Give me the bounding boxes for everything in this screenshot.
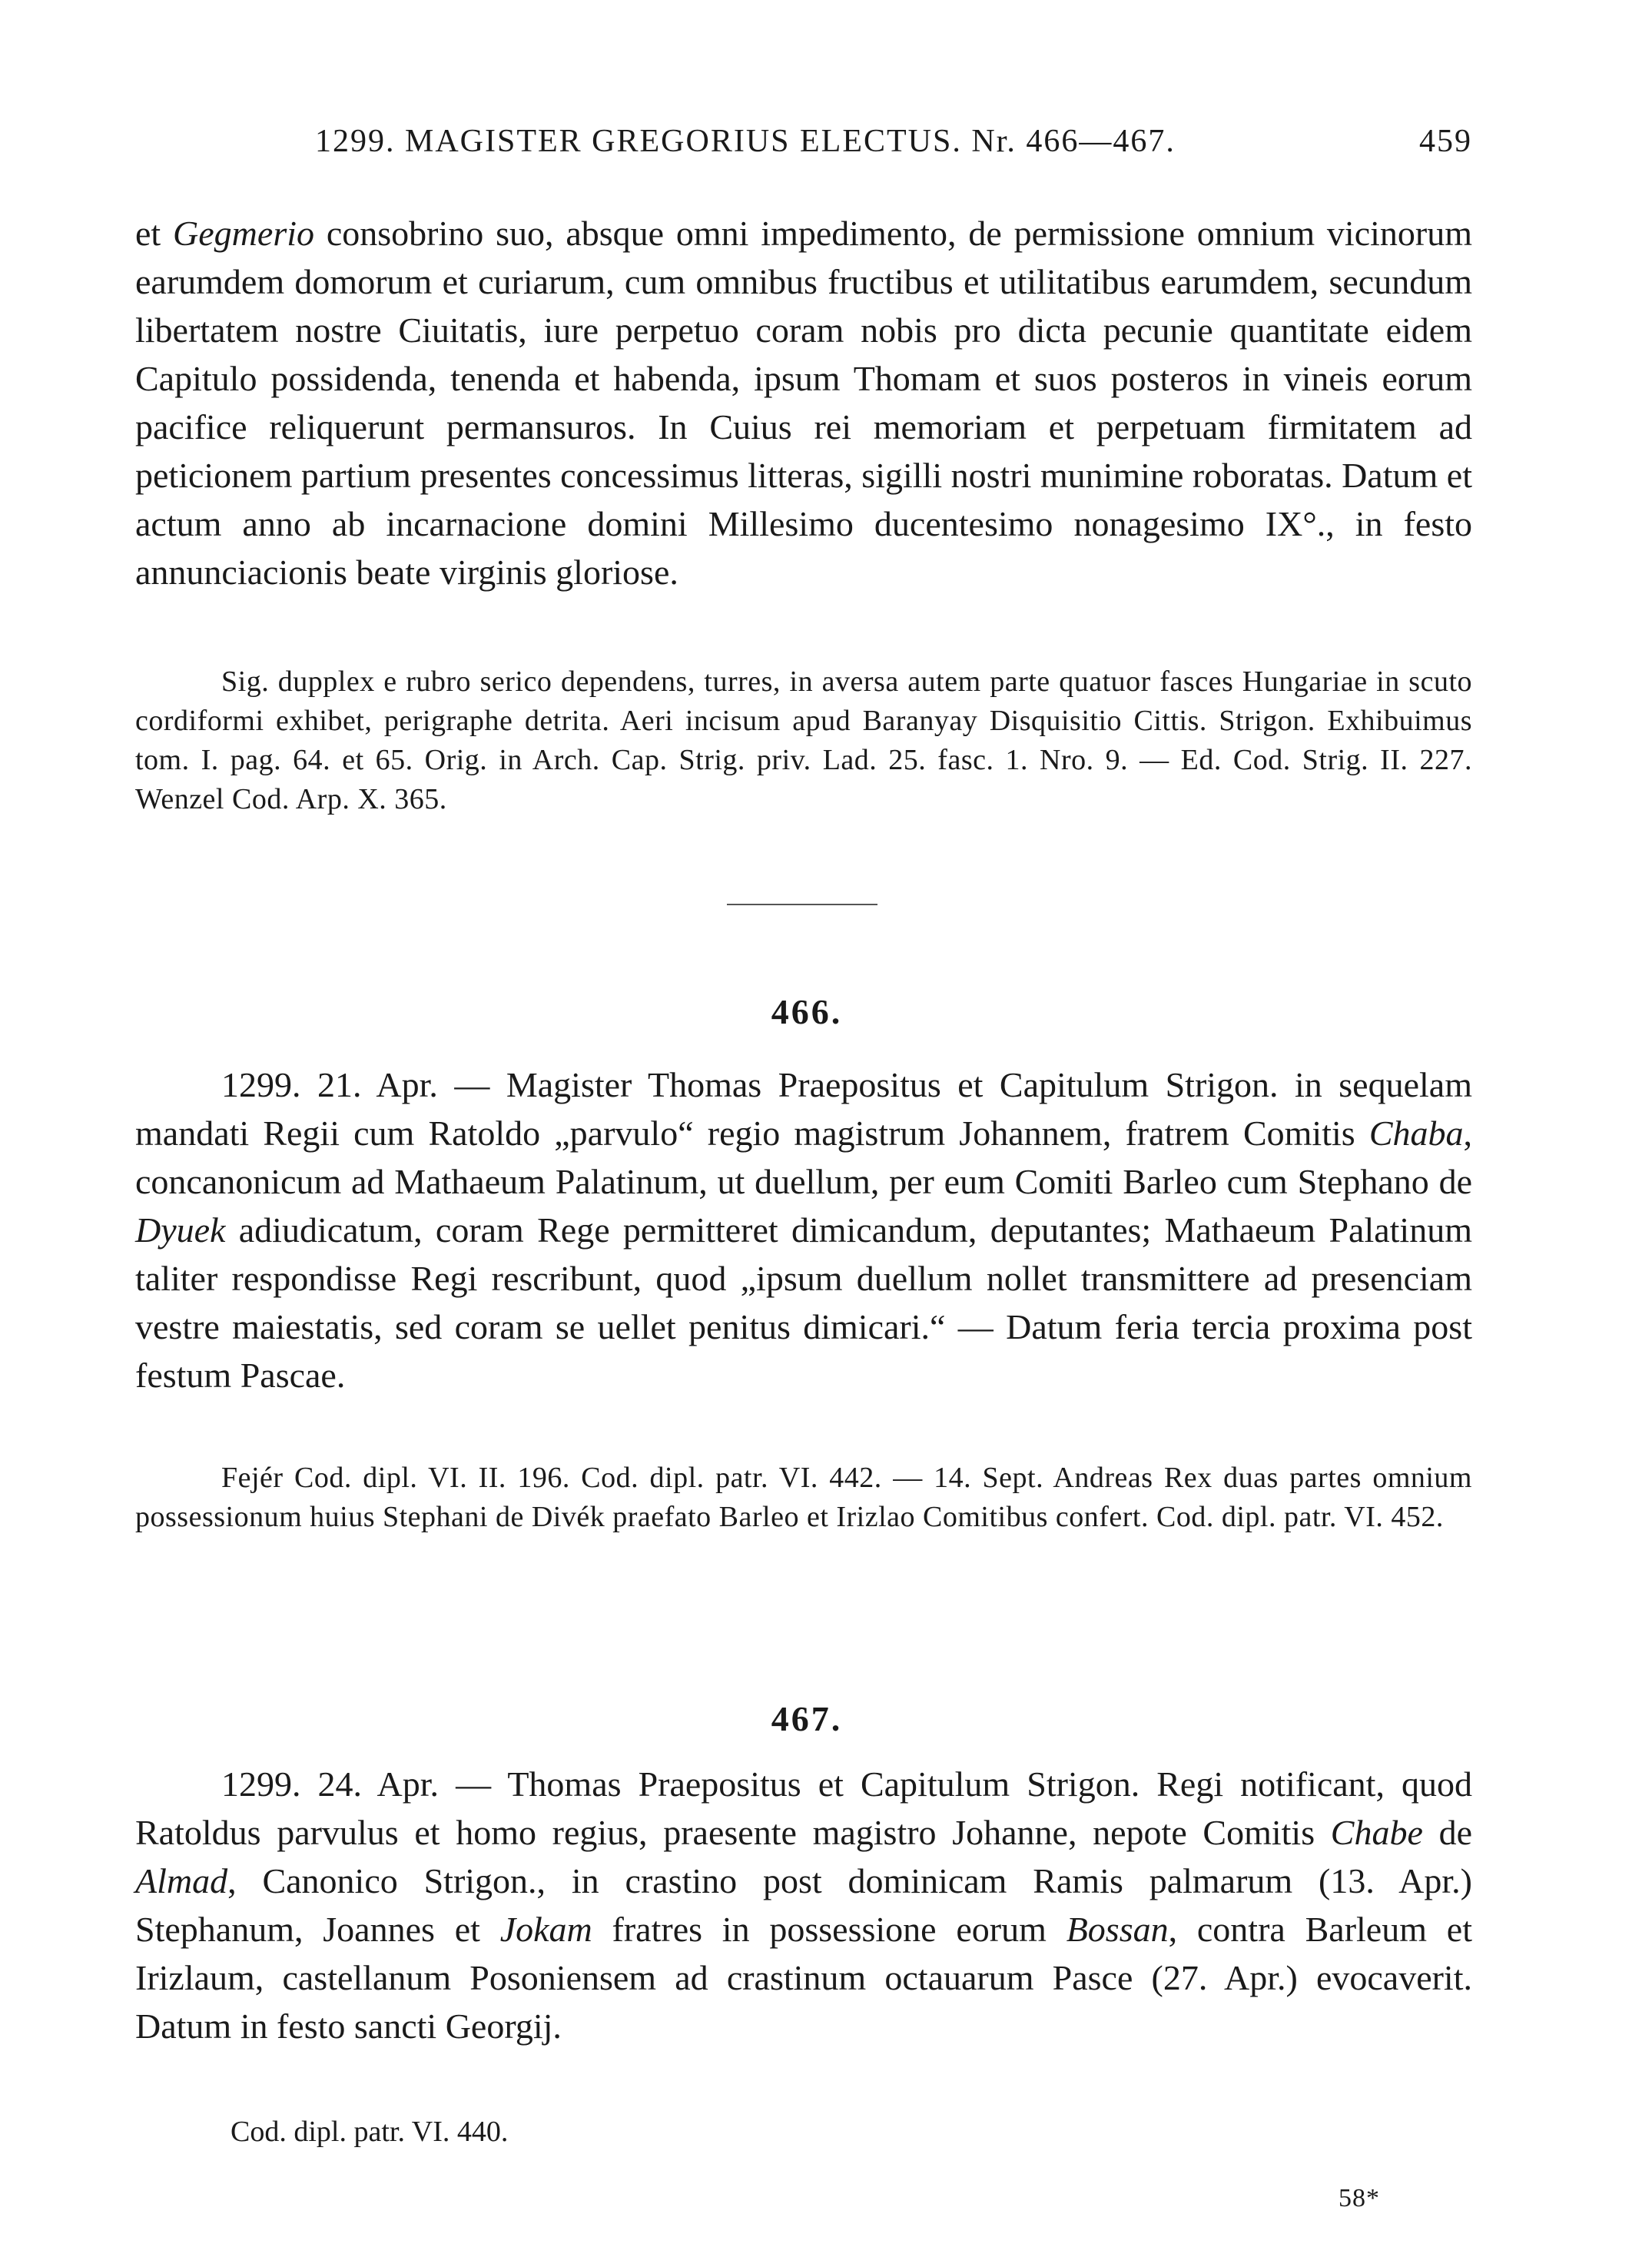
- section-divider: [727, 904, 877, 905]
- running-title: 1299. MAGISTER GREGORIUS ELECTUS. Nr. 466—467.: [315, 124, 1176, 159]
- continuation-text: consobrino suo, absque omni impedimento, de permissione omnium vicinorum earumdem domorum et curiarum, cum omnibus fructibus et utilitatibus earumdem, secundum libertatem nostre Ciuitatis, iure perpetuo coram nobis pro dicta pecunie quantitate eidem Capitulo possidenda, tenenda et habenda, ipsum Thomam et suos posteros in vineis eorum pacifice reliquerunt permansuros. In Cuius rei memoriam et perpetuam firmitatem ad peticionem partium presentes concessimus litteras, sigilli nostri munimine roboratas. Datum et actum anno ab incarnacione domini Millesimo ducentesimo nonagesimo IX°., in festo annunciacionis beate virginis gloriose.: [135, 214, 1473, 592]
- entry-467-note: Cod. dipl. patr. VI. 440.: [231, 2116, 509, 2148]
- place-name: Almad: [135, 1861, 228, 1900]
- place-name: Bossan: [1066, 1910, 1169, 1949]
- person-name: Gegmerio: [173, 214, 315, 253]
- page-header: [135, 123, 1472, 169]
- place-name: Chaba: [1368, 1114, 1464, 1153]
- continuation-text: et: [135, 214, 174, 253]
- page-number: 459: [1419, 124, 1472, 159]
- continuation-paragraph: [135, 209, 1472, 596]
- entry-466-regest: 1299. 21. Apr. — Magister Thomas Praepositus et Capitulum Strigon. in sequelam mandati Regii cum Ratoldo „parvulo“ regio magistrum Johannem, fratrem Comitis Chaba, concanonicum ad Mathaeum Palatinum, ut duellum, per eum Comiti Barleo cum Stephano de Dyuek adiudicatum, coram Rege permitteret dimicandum, deputantes; Mathaeum Palatinum taliter respondisse Regi rescribunt, quod „ipsum duellum nollet transmittere ad presenciam vestre maiestatis, sed coram se uellet penitus dimicari.“ — Datum feria tercia proxima post festum Pascae.: [135, 1065, 1472, 1395]
- entry-466-note: Fejér Cod. dipl. VI. II. 196. Cod. dipl. patr. VI. 442. — 14. Sept. Andreas Rex duas partes omnium possessionum huius Stephani de Divék praefato Barleo et Irizlao Comitibus confert. Cod. dipl. patr. VI. 452.: [135, 1462, 1472, 1533]
- person-name: Jokam: [499, 1910, 592, 1949]
- entry-number-467: 467.: [771, 1699, 843, 1738]
- signature-mark: 58*: [1339, 2184, 1380, 2212]
- place-name: Dyuek: [135, 1210, 226, 1250]
- entry-467-regest: 1299. 24. Apr. — Thomas Praepositus et Capitulum Strigon. Regi notificant, quod Ratoldus parvulus et homo regius, praesente magistro Johanne, nepote Comitis Chabe de Almad, Canonico Strigon., in crastino post dominicam Ramis palmarum (13. Apr.) Stephanum, Joannes et Jokam fratres in possessione eorum Bossan, contra Barleum et Irizlaum, castellanum Posoniensem ad crastinum octauarum Pasce (27. Apr.) evocaverit. Datum in festo sancti Georgij.: [135, 1764, 1472, 2046]
- continuation-note: Sig. dupplex e rubro serico dependens, turres, in aversa autem parte quatuor fasces Hungariae in scuto cordiformi exhibet, perigraphe detrita. Aeri incisum apud Baranyay Disquisitio Cittis. Strigon. Exhibuimus tom. I. pag. 64. et 65. Orig. in Arch. Cap. Strig. priv. Lad. 25. fasc. 1. Nro. 9. — Ed. Cod. Strig. II. 227. Wenzel Cod. Arp. X. 365.: [135, 665, 1472, 815]
- place-name: Chabe: [1330, 1813, 1423, 1852]
- entry-number-466: 466.: [771, 992, 843, 1031]
